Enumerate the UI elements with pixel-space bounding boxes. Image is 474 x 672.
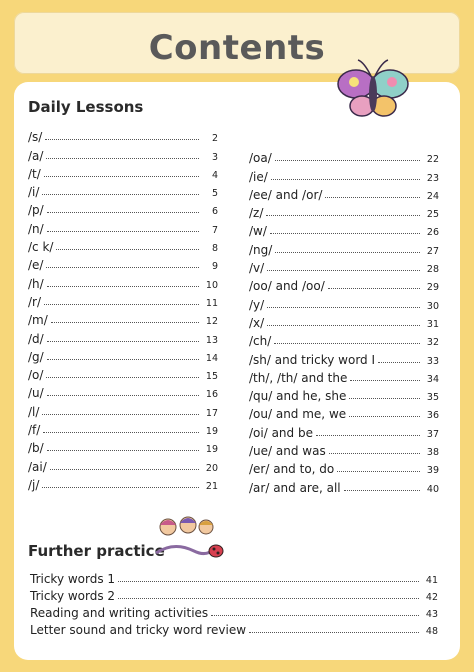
- lessons-column-left: [28, 126, 218, 492]
- toc-entry-label: /ar/ and are, all: [249, 480, 341, 495]
- dot-leader: [271, 178, 420, 180]
- toc-entry: [249, 367, 439, 385]
- toc-entry-label: /b/: [28, 441, 44, 456]
- toc-entry: [249, 257, 439, 275]
- toc-entry-page: 33: [426, 355, 439, 367]
- toc-entry: [30, 586, 438, 603]
- dot-leader: [270, 232, 420, 234]
- toc-entry: [249, 275, 439, 293]
- dot-leader: [275, 251, 420, 253]
- lessons-column-right: [249, 147, 439, 495]
- toc-entry-page: 13: [205, 334, 218, 346]
- dot-leader: [42, 486, 199, 488]
- children-illustration: [154, 513, 226, 561]
- toc-entry-page: 4: [211, 169, 218, 181]
- toc-entry-page: 14: [205, 352, 218, 364]
- toc-entry-page: 31: [426, 318, 439, 330]
- toc-entry-page: 32: [426, 337, 439, 349]
- toc-entry-label: /h/: [28, 276, 44, 291]
- toc-entry-page: 7: [211, 224, 218, 236]
- dot-leader: [274, 342, 420, 344]
- toc-entry: [28, 382, 218, 400]
- further-practice-heading: Further practice: [28, 542, 165, 560]
- toc-entry-page: 2: [211, 133, 218, 145]
- toc-entry-page: 36: [426, 410, 439, 422]
- toc-entry-page: 6: [211, 206, 218, 218]
- toc-entry: [249, 293, 439, 311]
- toc-entry-label: /o/: [28, 368, 44, 383]
- toc-entry-label: /x/: [249, 315, 265, 330]
- toc-entry-label: /y/: [249, 297, 265, 312]
- toc-entry-page: 43: [425, 609, 438, 620]
- toc-entry: [249, 147, 439, 165]
- dot-leader: [43, 431, 199, 433]
- toc-entry-page: 11: [205, 297, 218, 309]
- dot-leader: [56, 248, 199, 250]
- toc-entry: [28, 126, 218, 144]
- toc-entry-label: /f/: [28, 423, 41, 438]
- toc-entry-page: 24: [426, 190, 439, 202]
- toc-entry: [249, 385, 439, 403]
- daily-lessons-heading: Daily Lessons: [28, 98, 144, 116]
- butterfly-illustration: [334, 54, 412, 132]
- toc-entry-page: 26: [426, 227, 439, 239]
- dot-leader: [47, 394, 199, 396]
- toc-entry-page: 29: [426, 282, 439, 294]
- toc-entry: [28, 236, 218, 254]
- toc-entry-page: 30: [426, 300, 439, 312]
- toc-entry-page: 25: [426, 209, 439, 221]
- toc-entry-page: 21: [205, 480, 218, 492]
- toc-entry-label: /z/: [249, 206, 264, 221]
- toc-entry: [28, 181, 218, 199]
- toc-entry-page: 8: [211, 243, 218, 255]
- dot-leader: [45, 138, 199, 140]
- toc-entry-page: 22: [426, 154, 439, 166]
- toc-entry-label: /j/: [28, 477, 40, 492]
- dot-leader: [349, 415, 420, 417]
- toc-entry-label: /ch/: [249, 334, 272, 349]
- toc-entry-label: /er/ and to, do: [249, 462, 335, 477]
- further-practice-list: [30, 569, 438, 637]
- toc-entry-label: /s/: [28, 130, 43, 145]
- toc-entry-label: Tricky words 2: [30, 589, 116, 603]
- toc-entry: [249, 458, 439, 476]
- dot-leader: [344, 489, 420, 491]
- toc-entry-page: 3: [211, 151, 218, 163]
- toc-entry: [28, 291, 218, 309]
- toc-entry-label: /ou/ and me, we: [249, 407, 347, 422]
- toc-entry: [28, 437, 218, 455]
- dot-leader: [42, 193, 199, 195]
- toc-entry-label: /u/: [28, 386, 44, 401]
- dot-leader: [267, 306, 420, 308]
- toc-entry-label: /i/: [28, 185, 40, 200]
- toc-entry-label: /v/: [249, 261, 265, 276]
- toc-entry-label: /d/: [28, 331, 44, 346]
- toc-entry-page: 16: [205, 389, 218, 401]
- toc-entry-page: 48: [425, 626, 438, 637]
- toc-entry-label: /ie/: [249, 169, 268, 184]
- toc-entry-label: /e/: [28, 258, 44, 273]
- toc-entry-page: 41: [425, 575, 438, 586]
- dot-leader: [267, 324, 420, 326]
- toc-entry: [249, 312, 439, 330]
- toc-entry-label: Letter sound and tricky word review: [30, 623, 247, 637]
- dot-leader: [42, 413, 199, 415]
- toc-entry-page: 17: [205, 407, 218, 419]
- dot-leader: [44, 303, 199, 305]
- toc-entry: [249, 421, 439, 439]
- toc-entry-label: /ee/ and /or/: [249, 187, 323, 202]
- toc-entry-page: 38: [426, 447, 439, 459]
- toc-entry-label: /m/: [28, 313, 48, 328]
- toc-entry: [249, 403, 439, 421]
- dot-leader: [211, 614, 419, 616]
- toc-entry-page: 42: [425, 592, 438, 603]
- toc-entry-page: 19: [205, 426, 218, 438]
- toc-entry: [30, 620, 438, 637]
- toc-entry: [249, 476, 439, 494]
- toc-entry: [28, 272, 218, 290]
- toc-entry-label: /g/: [28, 349, 44, 364]
- toc-entry-label: /l/: [28, 404, 40, 419]
- toc-entry-label: /oi/ and be: [249, 425, 313, 440]
- toc-entry: [28, 217, 218, 235]
- dot-leader: [249, 631, 419, 633]
- toc-entry: [28, 327, 218, 345]
- toc-entry: [28, 199, 218, 217]
- dot-leader: [47, 285, 199, 287]
- toc-entry-page: 12: [205, 316, 218, 328]
- dot-leader: [47, 340, 199, 342]
- dot-leader: [266, 214, 420, 216]
- toc-entry: [28, 144, 218, 162]
- toc-entry-page: 15: [205, 371, 218, 383]
- toc-entry: [249, 184, 439, 202]
- toc-entry-page: 28: [426, 264, 439, 276]
- dot-leader: [46, 157, 199, 159]
- toc-entry-label: Tricky words 1: [30, 572, 116, 586]
- toc-entry-label: /th/, /th/ and the: [249, 370, 348, 385]
- toc-entry-page: 9: [211, 261, 218, 273]
- toc-entry-label: /r/: [28, 294, 42, 309]
- dot-leader: [316, 434, 420, 436]
- toc-entry: [249, 238, 439, 256]
- toc-entry-page: 20: [205, 462, 218, 474]
- dot-leader: [267, 269, 420, 271]
- dot-leader: [46, 376, 199, 378]
- dot-leader: [118, 597, 419, 599]
- dot-leader: [325, 196, 420, 198]
- toc-entry-label: /ue/ and was: [249, 444, 326, 459]
- toc-entry-label: /p/: [28, 203, 44, 218]
- toc-entry: [28, 419, 218, 437]
- toc-entry-label: /ng/: [249, 242, 273, 257]
- toc-entry-label: /qu/ and he, she: [249, 389, 347, 404]
- toc-entry-page: 34: [426, 373, 439, 385]
- toc-entry-label: Reading and writing activities: [30, 606, 209, 620]
- toc-entry-page: 5: [211, 188, 218, 200]
- toc-entry-label: /oa/: [249, 151, 272, 166]
- toc-entry: [249, 440, 439, 458]
- toc-entry: [249, 330, 439, 348]
- toc-entry-label: /a/: [28, 148, 44, 163]
- toc-entry: [249, 220, 439, 238]
- toc-entry: [28, 455, 218, 473]
- dot-leader: [118, 580, 419, 582]
- dot-leader: [378, 361, 420, 363]
- dot-leader: [51, 321, 199, 323]
- toc-entry: [28, 400, 218, 418]
- dot-leader: [329, 452, 420, 454]
- toc-entry: [249, 165, 439, 183]
- toc-entry-label: /t/: [28, 166, 41, 181]
- dot-leader: [50, 468, 199, 470]
- toc-entry-page: 27: [426, 245, 439, 257]
- toc-entry-page: 23: [426, 172, 439, 184]
- toc-entry-page: 37: [426, 428, 439, 440]
- dot-leader: [47, 358, 199, 360]
- dot-leader: [349, 397, 420, 399]
- toc-entry-label: /n/: [28, 221, 44, 236]
- dot-leader: [275, 159, 420, 161]
- toc-entry: [28, 364, 218, 382]
- toc-entry-label: /c k/: [28, 240, 54, 255]
- toc-entry-page: 40: [426, 483, 439, 495]
- dot-leader: [44, 175, 199, 177]
- toc-entry-label: /w/: [249, 224, 267, 239]
- toc-entry-label: /oo/ and /oo/: [249, 279, 325, 294]
- toc-entry-page: 10: [205, 279, 218, 291]
- contents-panel: [14, 82, 460, 660]
- toc-entry-page: 19: [205, 444, 218, 456]
- toc-entry-page: 39: [426, 465, 439, 477]
- toc-entry-page: 35: [426, 392, 439, 404]
- toc-entry: [28, 163, 218, 181]
- dot-leader: [350, 379, 420, 381]
- page-title: Contents: [148, 28, 326, 68]
- dot-leader: [46, 266, 199, 268]
- toc-entry: [28, 309, 218, 327]
- toc-entry: [30, 603, 438, 620]
- dot-leader: [328, 287, 420, 289]
- toc-entry: [28, 346, 218, 364]
- dot-leader: [47, 449, 199, 451]
- toc-entry: [30, 569, 438, 586]
- dot-leader: [47, 230, 199, 232]
- toc-entry: [249, 202, 439, 220]
- toc-entry: [28, 254, 218, 272]
- dot-leader: [47, 211, 199, 213]
- toc-entry-label: /sh/ and tricky word I: [249, 352, 376, 367]
- dot-leader: [337, 470, 420, 472]
- toc-entry: [28, 474, 218, 492]
- toc-entry: [249, 348, 439, 366]
- toc-entry-label: /ai/: [28, 459, 47, 474]
